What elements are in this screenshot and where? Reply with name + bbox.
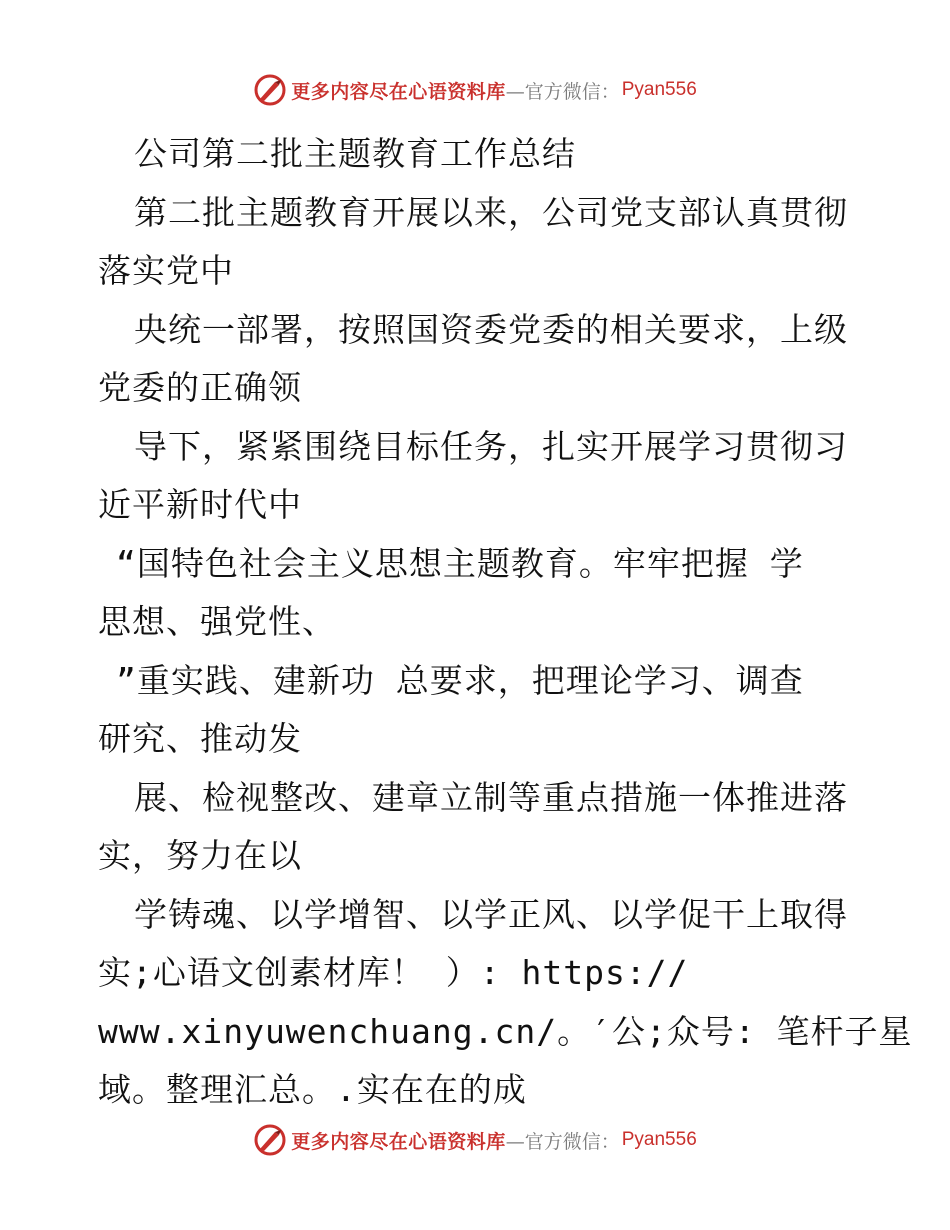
banner-wechat-label: —官方微信：: [505, 80, 620, 103]
text-line: ”重实践、建新功 总要求，把理论学习、调查: [116, 660, 804, 700]
text-line: 展、检视整改、建章立制等重点措施一体推进落: [134, 777, 848, 817]
text-line: 第二批主题教育开展以来，公司党支部认真贯彻: [134, 192, 848, 232]
header-banner: [0, 70, 950, 110]
banner-wechat-id: Pyan556: [621, 79, 697, 100]
banner-wechat-id: Pyan556: [621, 1129, 697, 1150]
text-line: “国特色社会主义思想主题教育。牢牢把握 学: [116, 543, 804, 583]
banner-wechat-label: —官方微信：: [505, 1130, 620, 1153]
pen-logo-icon: [253, 73, 287, 107]
text-line: 导下，紧紧围绕目标任务，扎实开展学习贯彻习: [134, 426, 848, 466]
text-line: 学铸魂、以学增智、以学正风、以学促干上取得: [134, 894, 848, 934]
text-line: 近平新时代中: [98, 485, 302, 524]
text-line: 央统一部署，按照国资委党委的相关要求，上级: [134, 309, 848, 349]
text-line: www.xinyuwenchuang.cn/。′公;众号: 笔杆子星: [98, 1011, 913, 1051]
text-line: 落实党中: [98, 251, 234, 290]
document-title: 公司第二批主题教育工作总结: [134, 134, 576, 173]
document-body: [98, 125, 913, 1120]
banner-brand-text: 更多内容尽在心语资料库: [291, 1130, 506, 1153]
text-line: 思想、强党性、: [98, 602, 336, 641]
footer-banner: [0, 1120, 950, 1160]
text-line: 实，努力在以: [98, 836, 302, 875]
pen-logo-icon: [253, 1123, 287, 1157]
text-line: 实;心语文创素材库！ ）: https://: [98, 953, 689, 992]
banner-brand-text: 更多内容尽在心语资料库: [291, 80, 506, 103]
text-line: 党委的正确领: [98, 368, 302, 407]
text-line: 研究、推动发: [98, 719, 302, 758]
text-line: 域。整理汇总。.实在在的成: [98, 1070, 527, 1109]
